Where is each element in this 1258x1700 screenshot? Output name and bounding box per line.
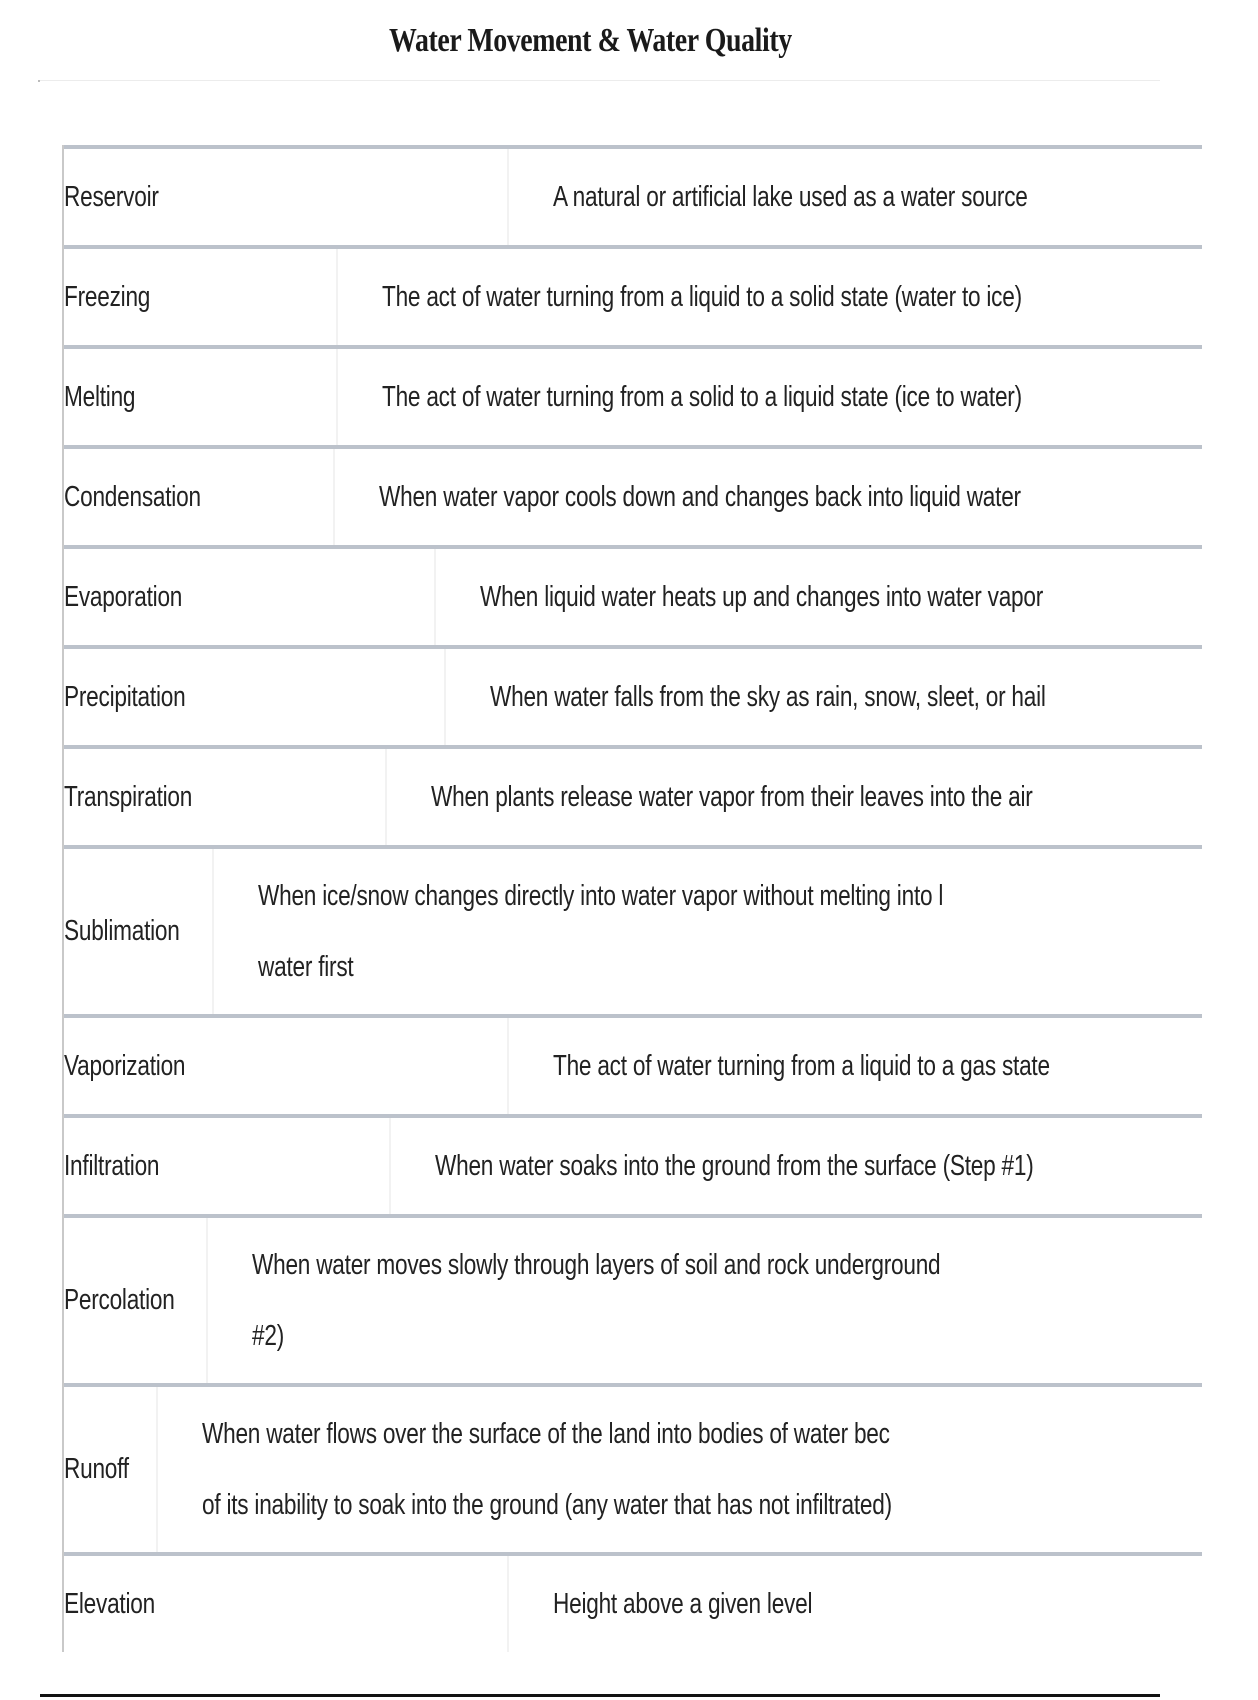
page-title: Water Movement & Water Quality [389, 22, 792, 59]
title-divider [40, 80, 1160, 81]
definition-text: A natural or artificial lake used as a water source [553, 180, 1028, 213]
glossary-table [62, 145, 1202, 1652]
table-row [64, 745, 1202, 845]
definition-line-1: When water flows over the surface of the land into bodies of water bec [202, 1417, 890, 1450]
table-row [64, 1014, 1202, 1114]
definition-cell [214, 849, 1258, 1014]
term-cell [64, 149, 509, 245]
term-cell [64, 1387, 158, 1552]
definition-cell [391, 1118, 1202, 1214]
term-text: Percolation [64, 1284, 175, 1316]
term-cell [64, 1018, 509, 1114]
definition-cell [446, 649, 1202, 745]
definition-text [258, 861, 1038, 1003]
definition-cell [387, 749, 1202, 845]
definition-line-1: When water moves slowly through layers of soil and rock underground [251, 1248, 941, 1281]
term-text: Melting [64, 380, 136, 413]
table-row [64, 145, 1202, 245]
term-cell [64, 1118, 391, 1214]
term-text: Runoff [64, 1453, 129, 1485]
term-cell [64, 649, 446, 745]
definition-cell [509, 149, 1202, 245]
term-text: Precipitation [64, 680, 186, 713]
term-cell [64, 849, 214, 1014]
table-row [64, 845, 1202, 1014]
definition-cell [208, 1218, 1252, 1383]
table-row [64, 545, 1202, 645]
term-text: Condensation [64, 480, 201, 513]
table-row [64, 645, 1202, 745]
definition-text: When water falls from the sky as rain, snow, sleet, or hail [489, 680, 1046, 713]
definition-text: The act of water turning from a solid to a liquid state (ice to water) [381, 380, 1022, 413]
definition-cell [436, 549, 1202, 645]
definition-cell [335, 449, 1202, 545]
table-row [64, 1552, 1202, 1652]
definition-text: When water vapor cools down and changes back into liquid water [379, 480, 1021, 513]
table-row [64, 1214, 1202, 1383]
term-text: Infiltration [64, 1149, 160, 1182]
term-text: Freezing [64, 280, 151, 313]
term-cell [64, 1556, 509, 1652]
definition-cell [338, 249, 1202, 345]
definition-line-2: water first [258, 950, 354, 983]
table-row [64, 245, 1202, 345]
definition-text: The act of water turning from a liquid to a solid state (water to ice) [381, 280, 1022, 313]
definition-text [252, 1230, 1032, 1372]
term-text: Reservoir [64, 180, 159, 213]
divider-mark [38, 80, 40, 82]
bottom-divider [40, 1694, 1160, 1697]
term-cell [64, 449, 335, 545]
definition-cell [509, 1018, 1202, 1114]
term-text: Evaporation [64, 580, 183, 613]
definition-line-2: #2) [251, 1319, 284, 1352]
definition-cell [158, 1387, 1202, 1552]
table-row [64, 1383, 1202, 1552]
term-text: Vaporization [64, 1049, 186, 1082]
definition-cell [509, 1556, 1202, 1652]
definition-text [202, 1399, 982, 1541]
table-row [64, 1114, 1202, 1214]
definition-cell [338, 349, 1202, 445]
term-cell [64, 749, 387, 845]
definition-line-1: When ice/snow changes directly into water vapor without melting into l [258, 879, 944, 912]
term-cell [64, 249, 338, 345]
table-row [64, 345, 1202, 445]
definition-text: The act of water turning from a liquid to a gas state [553, 1049, 1050, 1082]
term-text: Elevation [64, 1587, 155, 1620]
definition-text: Height above a given level [553, 1587, 813, 1620]
term-cell [64, 349, 338, 445]
term-text: Sublimation [64, 915, 180, 947]
table-row [64, 445, 1202, 545]
definition-text: When liquid water heats up and changes into water vapor [480, 580, 1044, 613]
definition-line-2: of its inability to soak into the ground (any water that has not infiltrated) [202, 1488, 892, 1521]
term-text: Transpiration [64, 780, 193, 813]
term-cell [64, 1218, 208, 1383]
definition-text: When water soaks into the ground from the surface (Step #1) [434, 1149, 1034, 1182]
definition-text: When plants release water vapor from their leaves into the air [430, 780, 1033, 813]
term-cell [64, 549, 436, 645]
